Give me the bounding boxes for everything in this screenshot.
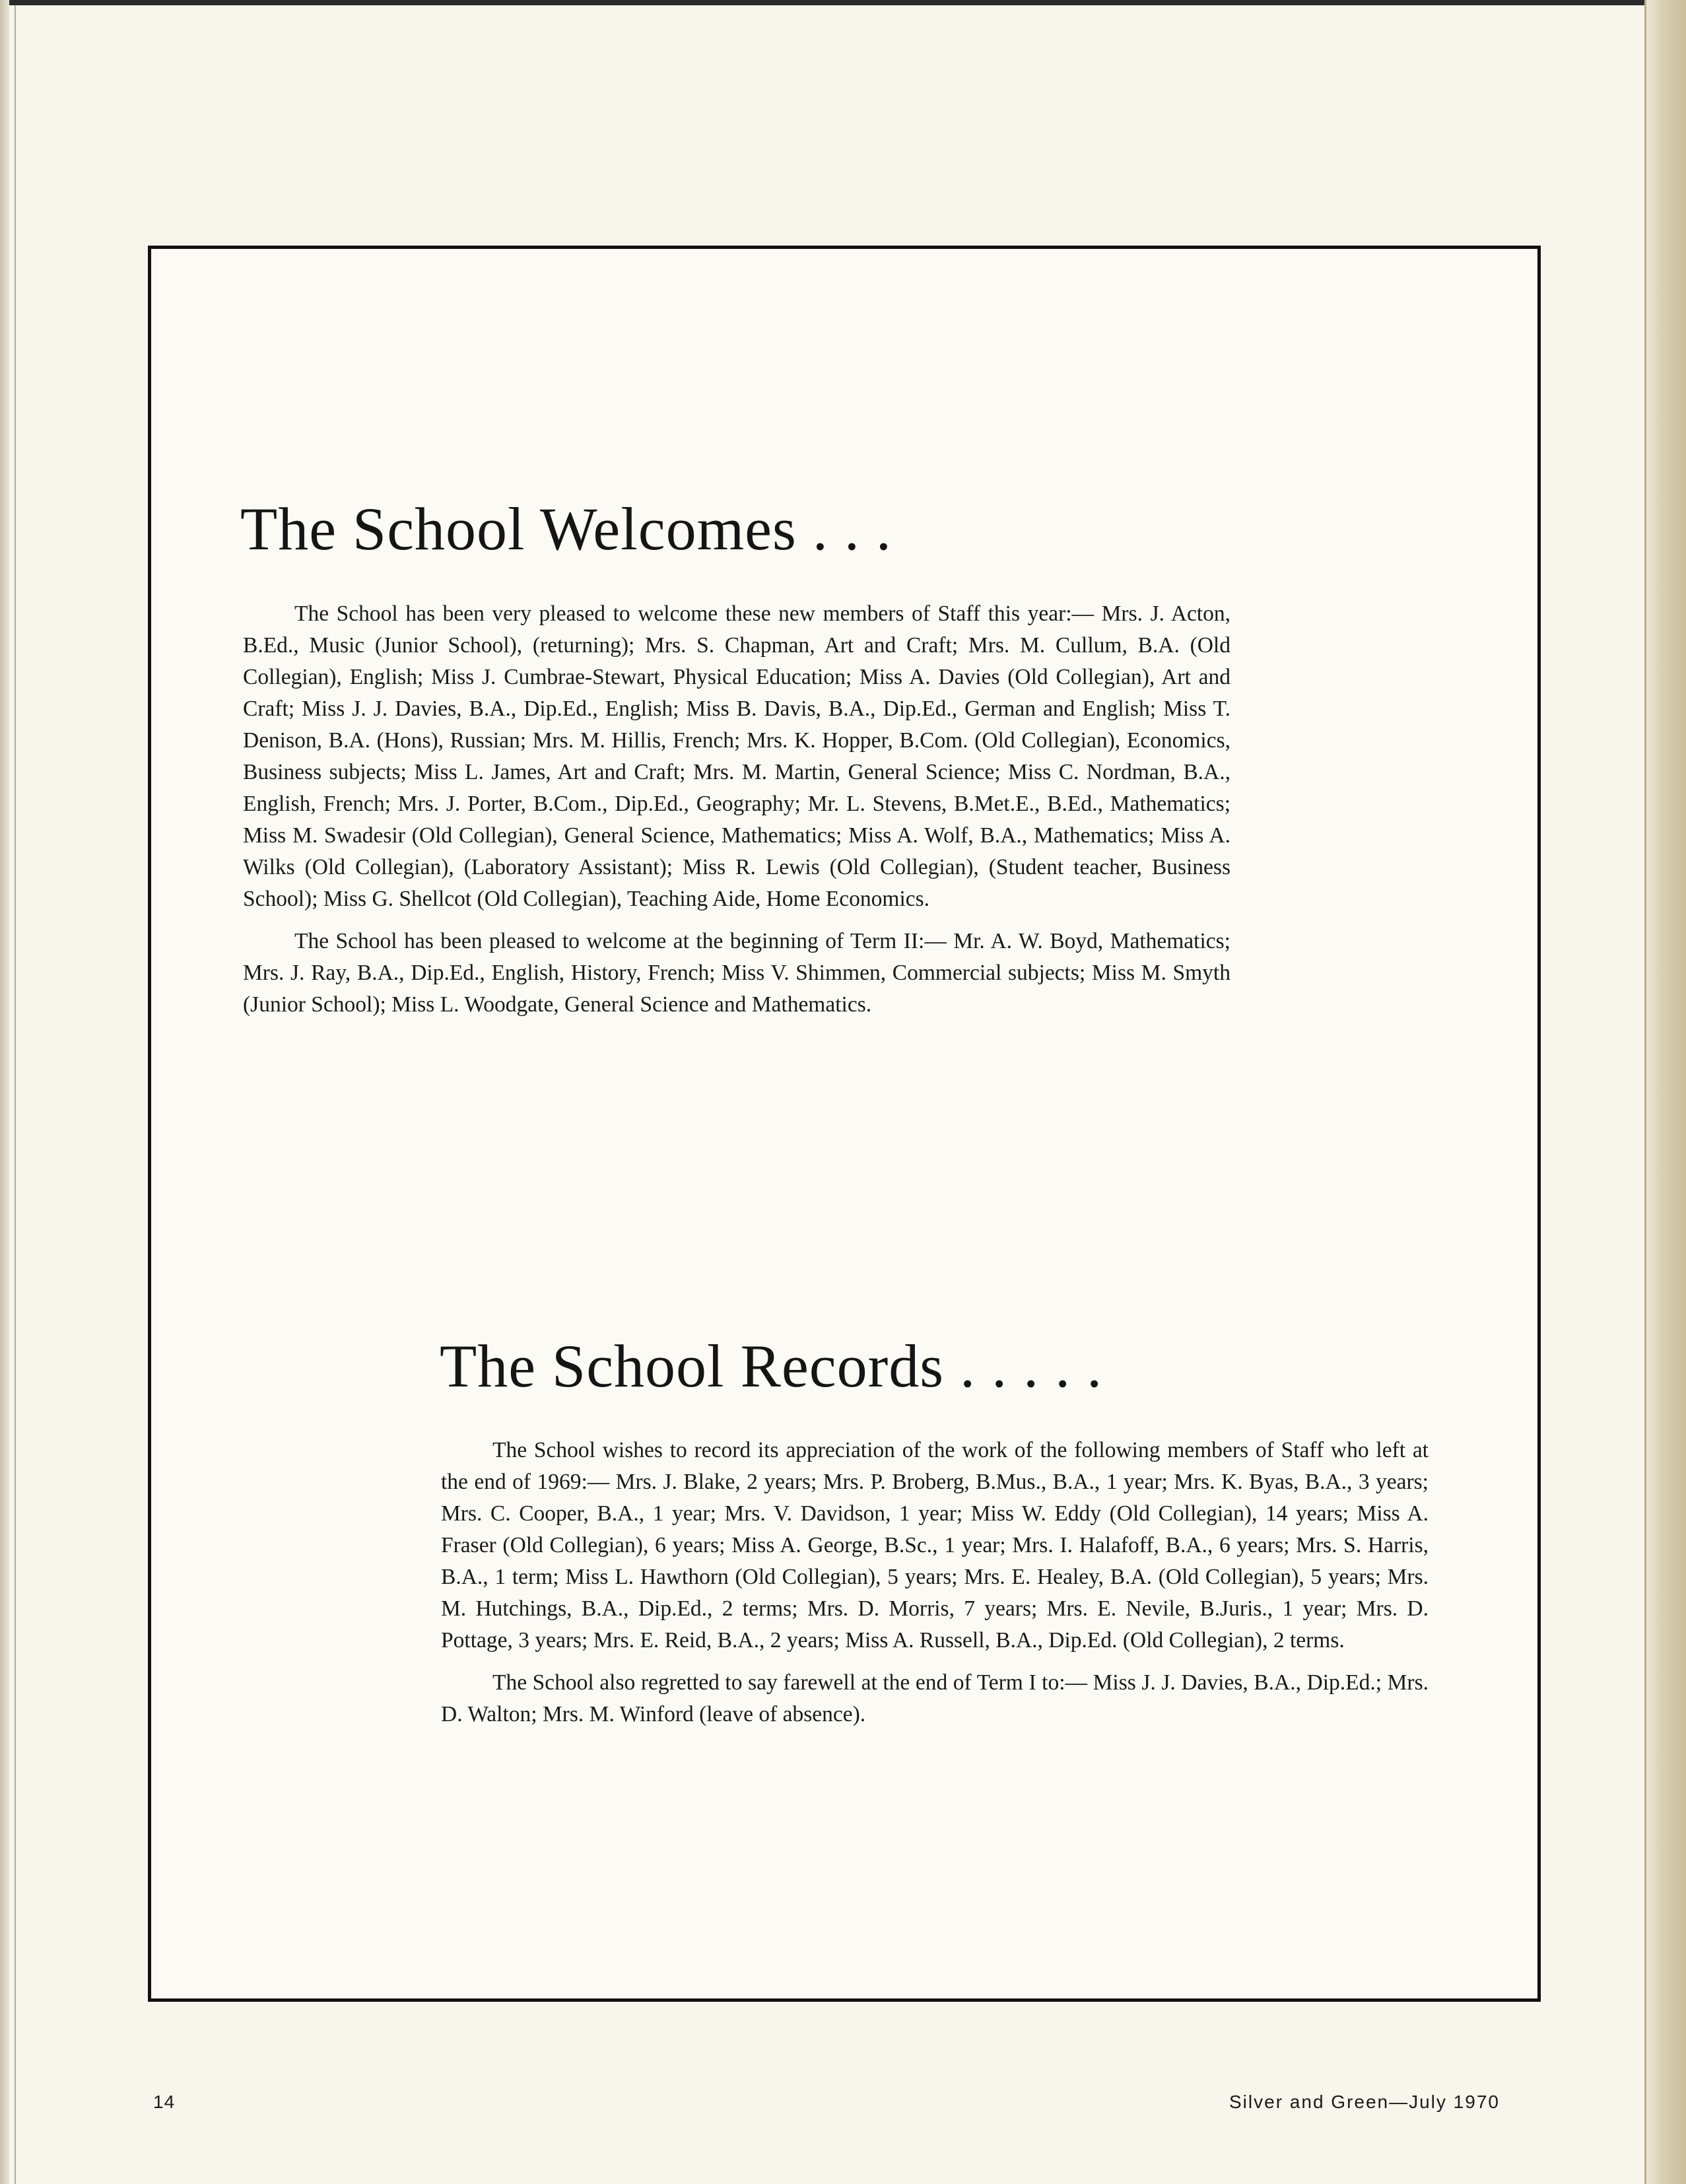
- welcomes-paragraph: The School has been very pleased to welcome these new members of Staff this year:— Mrs. J. Acton, B.Ed., Music (Junior School), (returning); Mrs. S. Chapman, Art and Craft; Mrs. M. Cullum, B.A. (Old Collegian), English; Miss J. Cumbrae-Stewart, Physical Education; Miss A. Davies (Old Collegian), Art and Craft; Miss J. J. Davies, B.A., Dip.Ed., English; Miss B. Davis, B.A., Dip.Ed., German and English; Miss T. Denison, B.A. (Hons), Russian; Mrs. M. Hillis, French; Mrs. K. Hopper, B.Com. (Old Collegian), Economics, Business subjects; Miss L. James, Art and Craft; Mrs. M. Martin, General Science; Miss C. Nordman, B.A., English, French; Mrs. J. Porter, B.Com., Dip.Ed., Geography; Mr. L. Stevens, B.Met.E., B.Ed., Mathematics; Miss M. Swadesir (Old Collegian), General Science, Mathematics; Miss A. Wolf, B.A., Mathematics; Miss A. Wilks (Old Collegian), (Laboratory Assistant); Miss R. Lewis (Old Collegian), (Student teacher, Business School); Miss G. Shellcot (Old Collegian), Teaching Aide, Home Economics.: [243, 601, 1231, 911]
- page-edge-rule: [1644, 0, 1646, 2184]
- binding-rule: [15, 5, 16, 2184]
- records-paragraph: The School also regretted to say farewell at the end of Term I to:— Miss J. J. Davies, B.A., Dip.Ed.; Mrs. D. Walton; Mrs. M. Winford (leave of absence).: [441, 1670, 1429, 1726]
- records-paragraph: The School wishes to record its appreciation of the work of the following members of Staff who left at the end of 1969:— Mrs. J. Blake, 2 years; Mrs. P. Broberg, B.Mus., B.A., 1 year; Mrs. K. Byas, B.A., 3 years; Mrs. C. Cooper, B.A., 1 year; Mrs. V. Davidson, 1 year; Miss W. Eddy (Old Collegian), 14 years; Miss A. Fraser (Old Collegian), 6 years; Miss A. George, B.Sc., 1 year; Mrs. I. Halafoff, B.A., 6 years; Mrs. S. Harris, B.A., 1 term; Miss L. Hawthorn (Old Collegian), 5 years; Mrs. E. Healey, B.A. (Old Collegian), 5 years; Mrs. M. Hutchings, B.A., Dip.Ed., 2 terms; Mrs. D. Morris, 7 years; Mrs. E. Nevile, B.Juris., 1 year; Mrs. D. Pottage, 3 years; Mrs. E. Reid, B.A., 2 years; Miss A. Russell, B.A., Dip.Ed. (Old Collegian), 2 terms.: [441, 1438, 1429, 1653]
- welcomes-paragraph: The School has been pleased to welcome at the beginning of Term II:— Mr. A. W. Boyd, Mathematics; Mrs. J. Ray, B.A., Dip.Ed., English, History, French; Miss V. Shimmen, Commercial subjects; Miss M. Smyth (Junior School); Miss L. Woodgate, General Science and Mathematics.: [243, 929, 1231, 1017]
- page-right-edge: [1646, 0, 1686, 2184]
- welcomes-heading: The School Welcomes . . .: [240, 495, 892, 563]
- page-left-edge: [0, 0, 9, 2184]
- page-number: 14: [153, 2092, 176, 2112]
- records-heading: The School Records . . . . .: [440, 1332, 1103, 1400]
- page-top-edge: [0, 0, 1686, 5]
- publication-footer: Silver and Green—July 1970: [1229, 2092, 1500, 2112]
- welcomes-section: [243, 598, 1231, 1031]
- records-section: [441, 1435, 1429, 1741]
